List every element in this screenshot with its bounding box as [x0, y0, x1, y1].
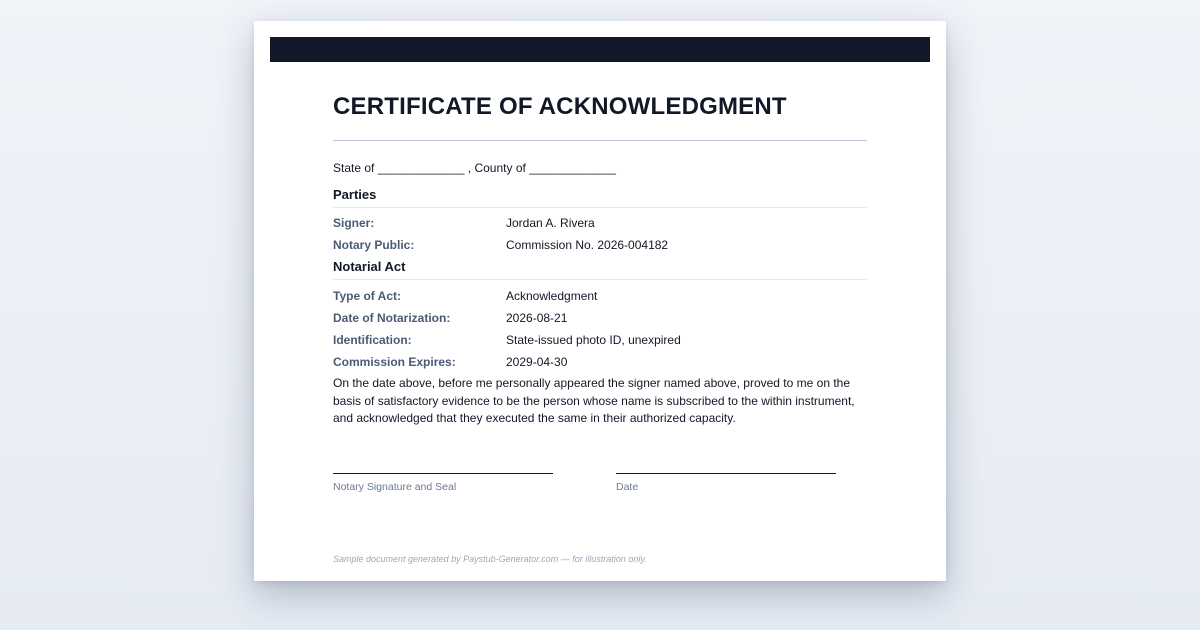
section-heading-notarial-act: Notarial Act	[333, 259, 867, 280]
date-signature-line	[616, 473, 836, 474]
signer-label: Signer:	[333, 216, 375, 230]
field-row-type-of-act	[333, 289, 867, 305]
date-caption: Date	[616, 481, 639, 493]
notary-signature-line	[333, 473, 553, 474]
field-row-identification	[333, 333, 867, 349]
field-row-commission-expires	[333, 355, 867, 371]
notary-public-value: Commission No. 2026-004182	[506, 238, 669, 252]
jurisdiction-line: State of _____________ , County of _____________	[333, 161, 616, 175]
field-row-date-of-notarization	[333, 311, 867, 327]
attestation-paragraph: On the date above, before me personally appeared the signer named above, proved to me on the basis of satisfactory evidence to be the person whose name is subscribed to the within instrument, and acknowledged that they executed the same in their authorized capacity.	[333, 376, 855, 425]
section-heading-parties: Parties	[333, 187, 867, 208]
notary-signature-caption: Notary Signature and Seal	[333, 481, 457, 493]
type-of-act-value: Acknowledgment	[506, 289, 598, 303]
title-divider	[333, 140, 867, 141]
document-title: CERTIFICATE OF ACKNOWLEDGMENT	[333, 93, 787, 120]
notary-public-label: Notary Public:	[333, 238, 415, 252]
signer-value: Jordan A. Rivera	[506, 216, 595, 230]
certificate-page	[254, 21, 946, 581]
date-of-notarization-label: Date of Notarization:	[333, 311, 451, 325]
commission-expires-label: Commission Expires:	[333, 355, 456, 369]
commission-expires-value: 2029-04-30	[506, 355, 568, 369]
identification-value: State-issued photo ID, unexpired	[506, 333, 681, 347]
identification-label: Identification:	[333, 333, 412, 347]
date-of-notarization-value: 2026-08-21	[506, 311, 568, 325]
type-of-act-label: Type of Act:	[333, 289, 401, 303]
field-row-signer	[333, 216, 867, 232]
header-bar	[270, 37, 930, 62]
footer-disclaimer: Sample document generated by Paystub-Generator.com — for illustration only.	[333, 554, 647, 564]
field-row-notary-public	[333, 238, 867, 254]
